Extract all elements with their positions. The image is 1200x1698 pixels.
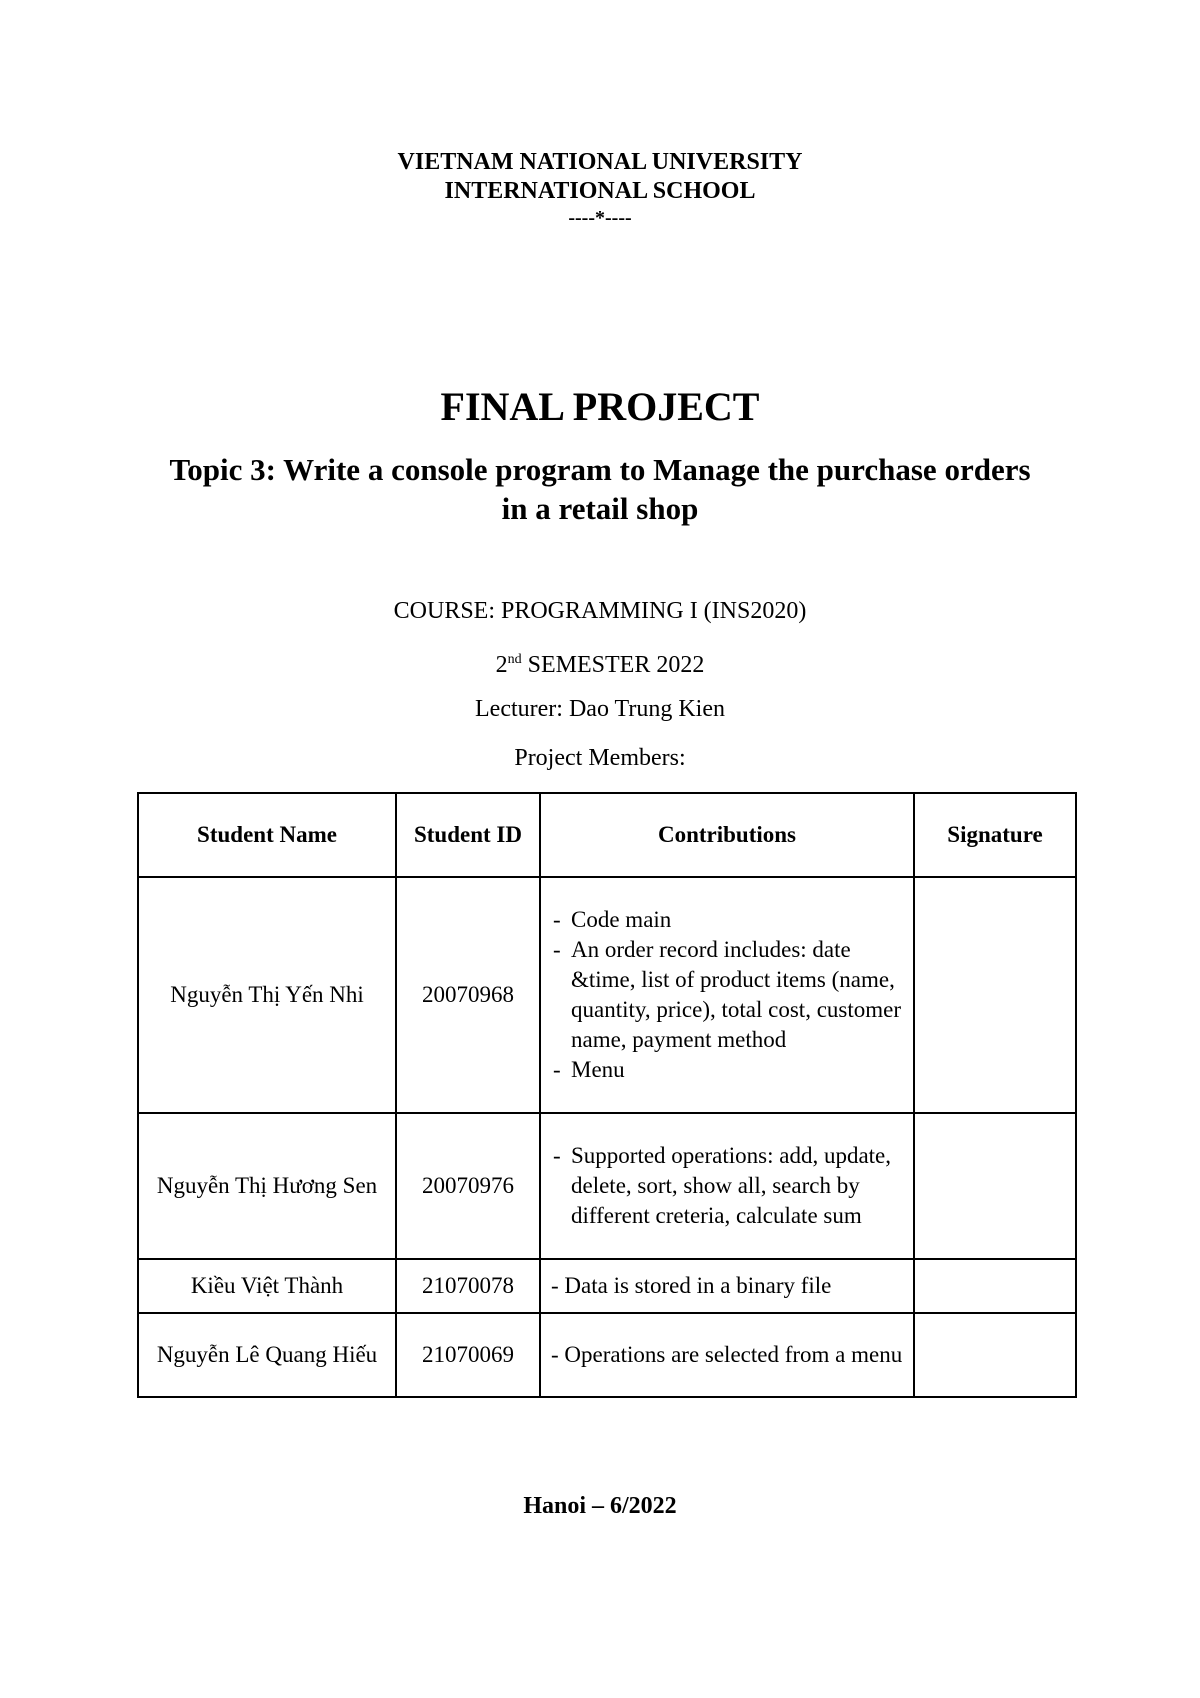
table-row	[138, 1113, 1076, 1259]
topic-line-1: Topic 3: Write a console program to Manage the purchase orders	[169, 452, 1031, 487]
contribution-item: - Supported operations: add, update, delete, sort, show all, search by different creteria, calculate sum	[551, 1141, 903, 1231]
header-separator: ----*----	[568, 207, 632, 229]
footer-place-date: Hanoi – 6/2022	[523, 1493, 677, 1519]
student-name-cell: Kiều Việt Thành	[138, 1259, 396, 1313]
student-id-cell: 20070968	[396, 877, 540, 1113]
table-row	[138, 877, 1076, 1113]
student-name-cell: Nguyễn Thị Hương Sen	[138, 1113, 396, 1259]
semester-suffix: nd	[507, 652, 522, 667]
student-id-cell: 21070078	[396, 1259, 540, 1313]
student-name-cell: Nguyễn Lê Quang Hiếu	[138, 1313, 396, 1397]
table-header-row	[138, 793, 1076, 877]
semester-number: 2	[495, 652, 508, 678]
signature-cell	[914, 1113, 1076, 1259]
signature-cell	[914, 1313, 1076, 1397]
student-id-cell: 21070069	[396, 1313, 540, 1397]
header-student-name: Student Name	[138, 793, 396, 877]
table-row	[138, 1259, 1076, 1313]
contributions-cell	[540, 877, 914, 1113]
contribution-item: - Code main	[551, 905, 903, 935]
project-topic	[0, 450, 1200, 528]
table-row	[138, 1313, 1076, 1397]
contribution-item: - Menu	[551, 1055, 903, 1085]
members-table	[137, 792, 1077, 1398]
topic-line-2: in a retail shop	[501, 491, 699, 526]
contributions-cell: - Operations are selected from a menu	[540, 1313, 914, 1397]
semester-info	[0, 645, 1200, 680]
student-name-cell: Nguyễn Thị Yến Nhi	[138, 877, 396, 1113]
header-signature: Signature	[914, 793, 1076, 877]
university-header	[0, 148, 1200, 230]
members-label: Project Members:	[514, 745, 686, 771]
header-student-id: Student ID	[396, 793, 540, 877]
lecturer-info: Lecturer: Dao Trung Kien	[475, 696, 725, 722]
university-name: VIETNAM NATIONAL UNIVERSITY	[397, 149, 803, 175]
signature-cell	[914, 1259, 1076, 1313]
school-name: INTERNATIONAL SCHOOL	[444, 178, 756, 204]
header-contributions: Contributions	[540, 793, 914, 877]
semester-text: SEMESTER 2022	[521, 652, 705, 678]
course-info: COURSE: PROGRAMMING I (INS2020)	[393, 598, 807, 624]
contributions-cell	[540, 1113, 914, 1259]
student-id-cell: 20070976	[396, 1113, 540, 1259]
signature-cell	[914, 877, 1076, 1113]
contributions-cell: - Data is stored in a binary file	[540, 1259, 914, 1313]
page-title: FINAL PROJECT	[440, 384, 760, 429]
contribution-item: - An order record includes: date &time, list of product items (name, quantity, price), total cost, customer name, payment method	[551, 935, 903, 1055]
